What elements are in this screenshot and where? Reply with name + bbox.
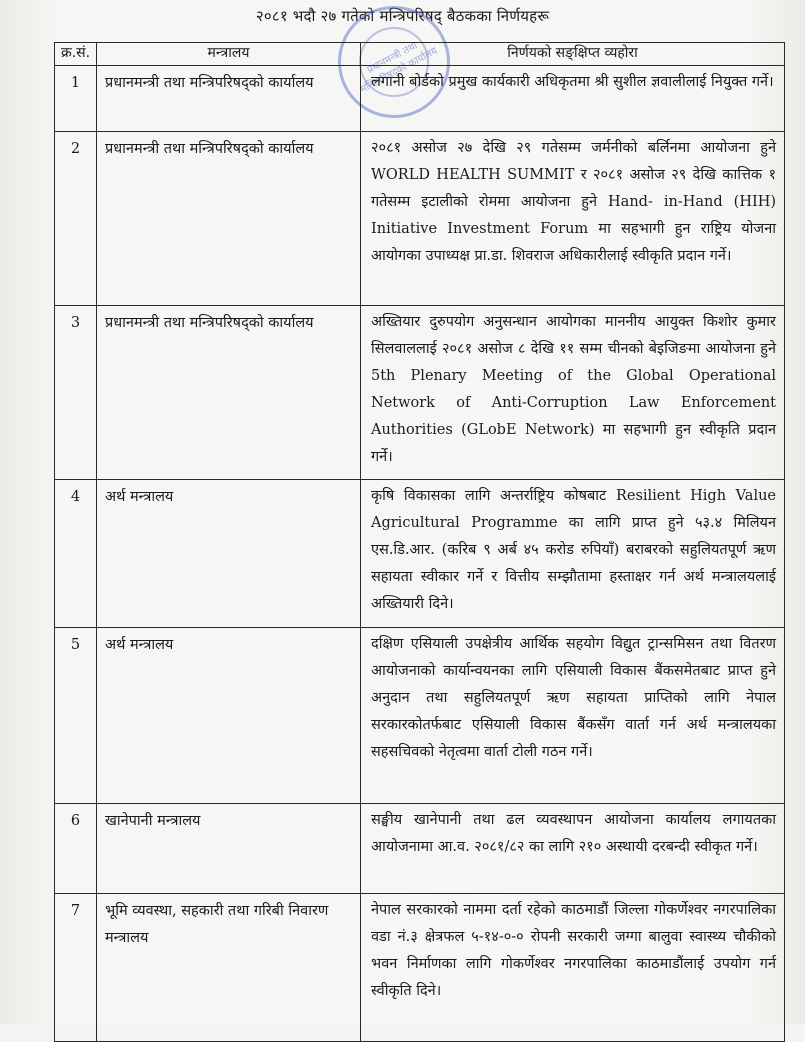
table-row	[55, 66, 785, 132]
table-row	[55, 132, 785, 306]
row-ministry: प्रधानमन्त्री तथा मन्त्रिपरिषद्को कार्यालय	[97, 132, 361, 306]
row-decision: लगानी बोर्डको प्रमुख कार्यकारी अधिकृतमा श्री सुशील ज्ञवालीलाई नियुक्त गर्ने।	[361, 66, 785, 132]
table-row	[55, 306, 785, 480]
table-header-row	[55, 43, 785, 66]
row-ministry: प्रधानमन्त्री तथा मन्त्रिपरिषद्को कार्यालय	[97, 306, 361, 480]
table-row	[55, 628, 785, 804]
stamp-text: प्रधानमन्त्री तथा मन्त्रिपरिषद्को कार्यालय	[358, 40, 440, 96]
row-decision: दक्षिण एसियाली उपक्षेत्रीय आर्थिक सहयोग विद्युत ट्रान्समिसन तथा वितरण आयोजनाको कार्यान्वयनका लागि एसियाली विकास बैंकसमेतबाट प्राप्त हुने अनुदान तथा सहुलियतपूर्ण ऋण सहायता प्राप्तिको लागि नेपाल सरकारकोतर्फबाट एसियाली विकास बैंकसँग वार्ता गर्न अर्थ मन्त्रालयका सहसचिवको नेतृत्वमा वार्ता टोली गठन गर्ने।	[361, 628, 785, 804]
row-decision: २०८१ असोज २७ देखि २९ गतेसम्म जर्मनीको बर्लिनमा आयोजना हुने WORLD HEALTH SUMMIT र २०८१ असोज २९ देखि कात्तिक १ गतेसम्म इटालीको रोममा आयोजना हुने Hand- in-Hand (HIH) Initiative Investment Forum मा सहभागी हुन राष्ट्रिय योजना आयोगका उपाध्यक्ष प्रा.डा. शिवराज अधिकारीलाई स्वीकृति प्रदान गर्ने।	[361, 132, 785, 306]
row-decision: कृषि विकासका लागि अन्तर्राष्ट्रिय कोषबाट Resilient High Value Agricultural Programme का लागि प्राप्त हुने ५३.४ मिलियन एस.डि.आर. (करिब ९ अर्ब ४५ करोड रुपियाँ) बराबरको सहुलियतपूर्ण ऋण सहायता स्वीकार गर्ने र वित्तीय सम्झौतामा हस्ताक्षर गर्न अर्थ मन्त्रालयलाई अख्तियारी दिने।	[361, 480, 785, 628]
header-ministry: मन्त्रालय	[97, 43, 361, 66]
row-ministry: अर्थ मन्त्रालय	[97, 480, 361, 628]
row-serial: 2	[55, 132, 97, 306]
page-title: २०८१ भदौ २७ गतेको मन्त्रिपरिषद् बैठकका निर्णयहरू	[255, 7, 550, 25]
row-serial: 7	[55, 894, 97, 1042]
table-row	[55, 894, 785, 1042]
row-ministry: भूमि व्यवस्था, सहकारी तथा गरिबी निवारण मन्त्रालय	[97, 894, 361, 1042]
header-serial: क्र.सं.	[55, 43, 97, 66]
table-row	[55, 804, 785, 894]
row-serial: 1	[55, 66, 97, 132]
row-serial: 6	[55, 804, 97, 894]
row-serial: 5	[55, 628, 97, 804]
table-row	[55, 480, 785, 628]
row-decision: सङ्घीय खानेपानी तथा ढल व्यवस्थापन आयोजना कार्यालय लगायतका आयोजनामा आ.व. २०८१/८२ का लागि २१० अस्थायी दरबन्दी स्वीकृत गर्ने।	[361, 804, 785, 894]
row-decision: अख्तियार दुरुपयोग अनुसन्धान आयोगका माननीय आयुक्त किशोर कुमार सिलवाललाई २०८१ असोज ८ देखि ११ सम्म चीनको बेइजिङमा आयोजना हुने 5th Plenary Meeting of the Global Operational Network of Anti-Corruption Law Enforcement Authorities (GLobE Network) मा सहभागी हुन स्वीकृति प्रदान गर्ने।	[361, 306, 785, 480]
header-decision: निर्णयको सङ्क्षिप्त व्यहोरा	[361, 43, 785, 66]
row-ministry: प्रधानमन्त्री तथा मन्त्रिपरिषद्को कार्यालय	[97, 66, 361, 132]
row-serial: 3	[55, 306, 97, 480]
row-serial: 4	[55, 480, 97, 628]
row-decision: नेपाल सरकारको नाममा दर्ता रहेको काठमाडौं जिल्ला गोकर्णेश्वर नगरपालिका वडा नं.३ क्षेत्रफल ५-१४-०-० रोपनी सरकारी जग्गा बालुवा स्वास्थ्य चौकीको भवन निर्माणका लागि गोकर्णेश्वर नगरपालिका काठमाडौंलाई उपयोग गर्न स्वीकृति दिने।	[361, 894, 785, 1042]
decisions-table	[54, 42, 785, 1042]
row-ministry: अर्थ मन्त्रालय	[97, 628, 361, 804]
row-ministry: खानेपानी मन्त्रालय	[97, 804, 361, 894]
